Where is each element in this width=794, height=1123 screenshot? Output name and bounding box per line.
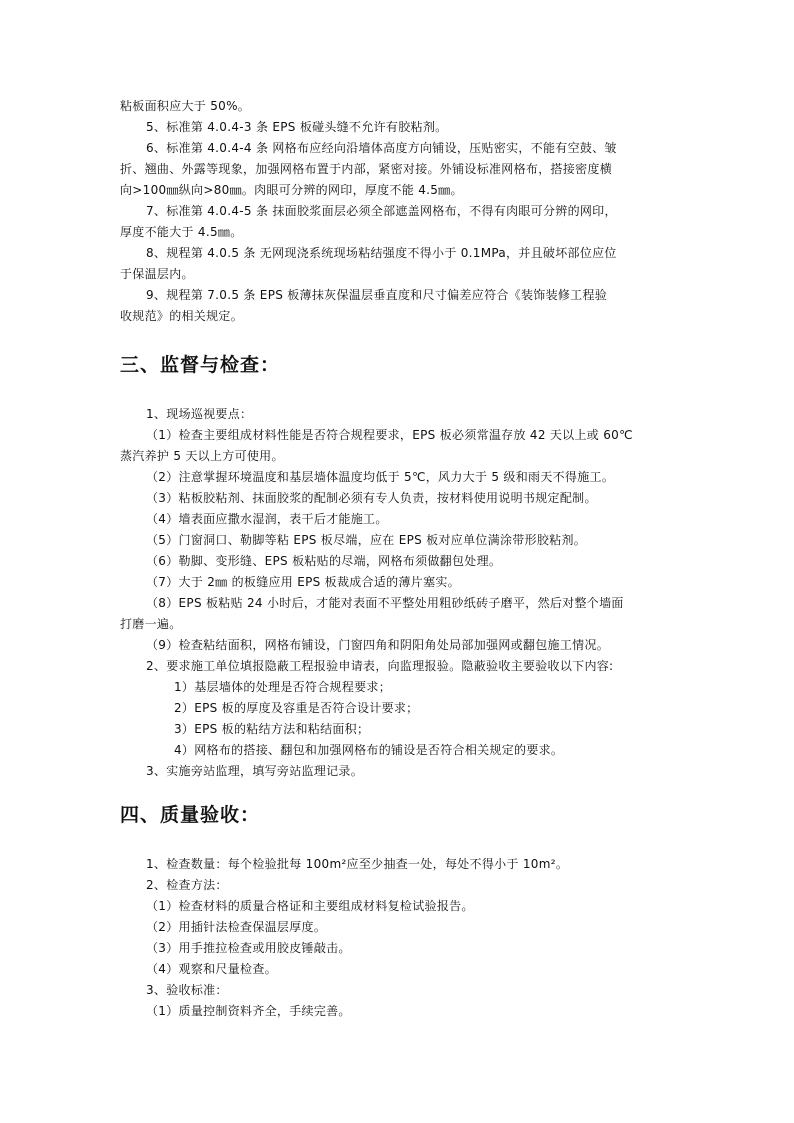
section-heading-3: 三、监督与检查： (120, 354, 281, 376)
list-item-6: 6、标准第 4.0.4-4 条 网格布应经向沿墙体高度方向铺设，压贴密实，不能有空鼓、皱 (146, 141, 617, 155)
paragraph-line: 蒸汽养护 5 天以上方可使用。 (120, 449, 284, 463)
list-item: 3）EPS 板的粘结方法和粘结面积； (174, 722, 370, 736)
subsection-title: 1、检查数量：每个检验批每 100m²应至少抽查一处，每处不得小于 10m²。 (146, 857, 569, 871)
subsection-title: 2、检查方法： (146, 878, 228, 892)
list-item: （3）用手推拉检查或用胶皮锤敲击。 (146, 941, 351, 955)
list-item: （1）检查主要组成材料性能是否符合规程要求，EPS 板必须常温存放 42 天以上或 60℃ (146, 428, 633, 442)
list-item: （2）注意掌握环境温度和基层墙体温度均低于 5℃，风力大于 5 级和雨天不得施工。 (146, 470, 615, 484)
list-item: （2）用插针法检查保温层厚度。 (146, 920, 327, 934)
list-item: （6）勒脚、变形缝、EPS 板粘贴的尽端，网格布须做翻包处理。 (146, 554, 502, 568)
paragraph-line: 打磨一遍。 (120, 617, 182, 631)
list-item: （1）质量控制资料齐全，手续完善。 (146, 1004, 351, 1018)
paragraph-line: 于保温层内。 (120, 267, 194, 281)
paragraph-line: 收规范》的相关规定。 (120, 309, 244, 323)
list-item: （7）大于 2㎜ 的板缝应用 EPS 板裁成合适的薄片塞实。 (146, 575, 460, 589)
paragraph-line: 粘板面积应大于 50%。 (120, 99, 251, 113)
list-item: （4）墙表面应撒水湿润，表干后才能施工。 (146, 512, 388, 526)
paragraph-line: 折、翘曲、外露等现象，加强网格布置于内部，紧密对接。外铺设标准网格布，搭接密度横 (120, 162, 613, 176)
section-heading-4: 四、质量验收： (120, 804, 261, 826)
list-item-8: 8、规程第 4.0.5 条 无网现浇系统现场粘结强度不得小于 0.1MPa，并且破坏部位应位 (146, 246, 617, 260)
list-item: （5）门窗洞口、勒脚等粘 EPS 板尽端，应在 EPS 板对应单位满涂带形胶粘剂。 (146, 533, 587, 547)
list-item-9: 9、规程第 7.0.5 条 EPS 板薄抹灰保温层垂直度和尺寸偏差应符合《装饰装修工程验 (146, 288, 608, 302)
subsection-title: 2、要求施工单位填报隐蔽工程报验申请表，向监理报验。隐蔽验收主要验收以下内容: (146, 659, 614, 673)
paragraph-line: 向>100㎜纵向>80㎜。肉眼可分辨的网印，厚度不能 4.5㎜。 (120, 183, 463, 197)
list-item: 4）网格布的搭接、翻包和加强网格布的铺设是否符合相关规定的要求。 (174, 743, 564, 757)
list-item: 1）基层墙体的处理是否符合规程要求； (174, 680, 392, 694)
list-item: （9）检查粘结面积，网格布铺设，门窗四角和阴阳角处局部加强网或翻包施工情况。 (146, 638, 610, 652)
subsection-title: 3、实施旁站监理，填写旁站监理记录。 (146, 764, 364, 778)
list-item: （4）观察和尺量检查。 (146, 962, 277, 976)
list-item: （8）EPS 板粘贴 24 小时后，才能对表面不平整处用粗砂纸砖子磨平，然后对整个墙面 (146, 596, 624, 610)
list-item: （3）粘板胶粘剂、抹面胶浆的配制必须有专人负责，按材料使用说明书规定配制。 (146, 491, 597, 505)
list-item: 2）EPS 板的厚度及容重是否符合设计要求； (174, 701, 419, 715)
list-item: （1）检查材料的质量合格证和主要组成材料复检试验报告。 (146, 899, 474, 913)
subsection-title: 1、现场巡视要点： (146, 407, 253, 421)
paragraph-line: 厚度不能大于 4.5㎜。 (120, 225, 243, 239)
list-item-7: 7、标准第 4.0.4-5 条 抹面胶浆面层必须全部遮盖网格布，不得有肉眼可分辨的网印， (146, 204, 617, 218)
list-item-5: 5、标准第 4.0.4-3 条 EPS 板碰头缝不允许有胶粘剂。 (146, 120, 448, 134)
subsection-title: 3、验收标准： (146, 983, 228, 997)
